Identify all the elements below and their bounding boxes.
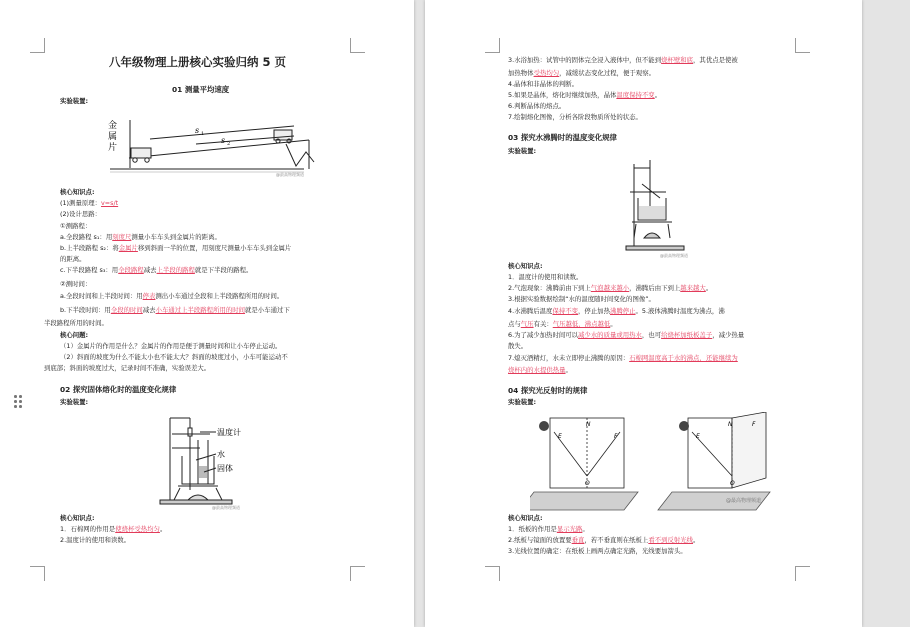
boiling-point-5: 点与气压有关：气压越低，沸点越低。 [508,320,617,328]
corner-mark [795,566,810,581]
boiling-point-7: 7.熄灭酒精灯，水未立即停止沸腾的原因：石棉网温度高于水的沸点，还能继续为 [508,354,738,362]
page-title: 八年级物理上册核心实验归纳 5 页 [109,55,287,69]
corner-mark [30,566,45,581]
figure-watermark: @最高物理频道 [726,498,762,504]
questions-label: 核心问题: [60,331,89,339]
label-f: F [752,421,756,428]
label-o: O [730,480,735,487]
corner-mark [795,38,810,53]
cont-line-3: 4.晶体和非晶体的判断。 [508,80,579,88]
melting-point-2: 2.温度计的使用和读数。 [60,536,131,544]
thermometer-label: 温度计 [217,428,241,437]
reflection-point-2: 2.纸板与镜面的放置要垂直，若不垂直则在纸板上看不到反射光线。 [508,536,700,544]
boiling-point-3: 3.根据实验数据绘制“水的温度随时间变化的图像”。 [508,295,655,303]
distance-b: b.上半段路程 s₂：将金属片移到斜面一半的位置，用刻度尺测量小车车头到金属片 [60,244,292,252]
figure-watermark: @最高物理频道 [660,253,688,258]
melting-point-1: 1．石棉网的作用是使烧杯受热均匀。 [60,525,167,533]
time-b-cont: 半段路程所用的时间。 [44,319,108,327]
metal-char: 片 [108,143,118,153]
principle-line: (1)测量原理：v=s/t [60,199,119,207]
setup-label: 实验装置: [508,147,537,155]
corner-mark [485,566,500,581]
question-2: （2）斜面的坡度为什么不能太小也不能太大？斜面的坡度过小，小车可能运动不 [60,353,288,361]
distance-a: a.全段路程 s₁：用刻度尺测量小车车头到金属片的距离。 [60,233,221,241]
section-heading-01: 01 测量平均速度 [172,85,230,94]
boiling-apparatus-diagram [620,158,690,258]
label-e: E [558,433,562,440]
corner-mark [350,38,365,53]
cont-line-5: 6.判断晶体的熔点。 [508,102,566,110]
key-points-label: 核心知识点: [60,188,95,196]
boiling-point-1: 1．温度计的使用和读数。 [508,273,583,281]
key-points-label: 核心知识点: [508,262,543,270]
label-n: N [586,421,591,428]
boiling-point-6: 6.为了减少加热时间可以减少水的质量或用热水，也可给烧杯加纸板盖子，减少热量 [508,331,745,339]
distance-b-cont: 的距离。 [60,255,86,263]
reflection-point-1: 1．纸板的作用是显示光路。 [508,525,589,533]
boiling-point-4: 4.水沸腾后温度保持不变，停止加热沸腾停止。5.液体沸腾时温度为沸点，沸 [508,307,725,315]
s2-sub: 2 [227,141,231,147]
s2-label: s [221,136,226,145]
cont-line-6: 7.绘制熔化图像，分析各阶段物质所处的状态。 [508,113,642,121]
drag-handle[interactable] [14,395,22,409]
water-label: 水 [217,450,225,459]
section-heading-03: 03 探究水沸腾时的温度变化规律 [508,133,617,142]
setup-label: 实验装置: [60,398,89,406]
boiling-point-6-cont: 散失。 [508,342,528,350]
corner-mark [350,566,365,581]
boiling-point-2: 2.气泡现象：沸腾前由下到上气泡越来越小，沸腾后由下到上越来越大。 [508,284,713,292]
reflection-point-3: 3.光线位置的确定：在纸板上画两点确定光路，光线要加箭头。 [508,547,687,555]
boiling-point-7-cont: 烧杯内的水提供热量。 [508,366,572,374]
solid-label: 固体 [217,464,233,473]
key-points-label: 核心知识点: [508,514,543,522]
metal-char: 金 [108,121,118,131]
reflection-apparatus-diagram [530,412,780,512]
cont-line-1: 3.水浴加热：试管中的固体完全浸入液体中，但不能到烧杯壁和底，其优点是使被 [508,56,738,64]
section-heading-04: 04 探究光反射时的规律 [508,386,588,395]
cont-line-2: 加热物体受热均匀，减缓状态变化过程，便于观察。 [508,69,655,77]
label-n: N [728,421,733,428]
question-1: （1）金属片的作用是什么？金属片的作用是便于测量时间和让小车停止运动。 [60,342,282,350]
document-page-left [0,0,414,627]
label-f: F [614,433,618,440]
label-o: O [585,480,590,487]
figure-watermark: @最高物理频道 [276,172,304,177]
question-2-cont: 到底部；斜面的坡度过大，记录时间不准确，实验误差大。 [44,364,211,372]
document-page-right [425,0,862,627]
s1-label: s [195,126,200,135]
corner-mark [30,38,45,53]
cont-line-4: 5.如果是晶体，熔化时继续加热，晶体温度保持不变。 [508,91,662,99]
s1-sub: 1 [201,131,205,137]
key-points-label: 核心知识点: [60,514,95,522]
distance-c: c.下半段路程 s₃：用全段路程减去上半段的路程就是下半段的路程。 [60,266,253,274]
time-heading: ②测时间： [60,280,92,288]
time-b: b.下半段时间：用全段的时间减去小车通过上半段路程所用的时间就是小车通过下 [60,306,290,314]
label-e: E [696,433,700,440]
figure-watermark: @最高物理频道 [212,505,240,510]
design-line: (2)设计思路： [60,210,102,218]
distance-heading: ①测路程： [60,222,92,230]
metal-char: 属 [108,132,118,142]
corner-mark [485,38,500,53]
section-heading-02: 02 探究固体熔化时的温度变化规律 [60,385,177,394]
melting-apparatus-diagram [150,410,265,510]
setup-label: 实验装置: [508,398,537,406]
incline-diagram [104,114,324,178]
time-a: a.全段时间和上半段时间：用停表测出小车通过全段和上半段路程所用的时间。 [60,292,284,300]
setup-label: 实验装置: [60,97,89,105]
